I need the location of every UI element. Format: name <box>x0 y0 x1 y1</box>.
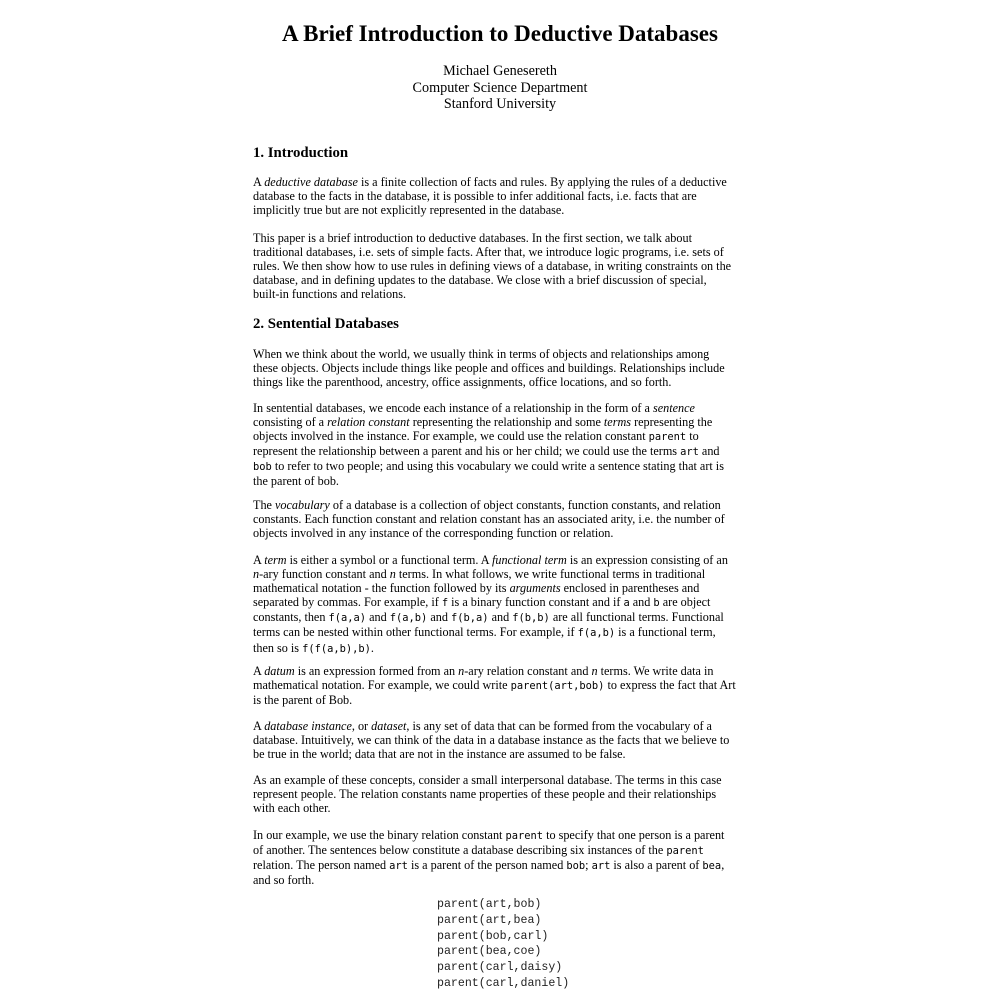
emphasis-term: vocabulary <box>275 498 330 512</box>
paragraph <box>253 347 748 389</box>
text-line: and so forth. <box>253 873 315 888</box>
paragraph <box>253 719 748 761</box>
inline-code: bob <box>566 860 586 873</box>
text-line: objects involved in any instance of the corresponding function or relation. <box>253 526 614 541</box>
text-line: rules. We then show how to use rules in defining views of a database, in writing constraints on the <box>253 259 732 274</box>
inline-code: art <box>680 446 699 459</box>
author-university: Stanford University <box>443 96 557 112</box>
inline-code: f(f(a,b),b) <box>302 642 371 655</box>
text-line: implicitly true but are not explicitly represented in the database. <box>253 203 565 218</box>
fact-list <box>437 897 569 992</box>
paragraph <box>253 773 748 815</box>
paragraph <box>253 828 748 887</box>
emphasis-term: relation constant <box>327 415 410 430</box>
inline-code: f(a,a) <box>328 612 367 625</box>
emphasis-term: deductive database <box>264 175 358 189</box>
text-line: then so is f(f(a,b),b). <box>253 640 374 655</box>
emphasis-term: n <box>253 567 260 582</box>
text-line: represent people. The relation constants name properties of these people and their relationships <box>253 787 717 802</box>
text-line: database, and in defining updates to the database. We close with a brief discussion of special, <box>253 273 707 288</box>
text-line: A term is either a symbol or a functional term. A functional term is an expression consisting of an <box>253 553 728 567</box>
text-line: these objects. Objects include things like people and offices and buildings. Relationships include <box>253 361 725 376</box>
inline-code: a <box>623 597 630 610</box>
inline-code: parent <box>666 845 704 858</box>
fact-line: parent(bob,carl) <box>437 929 549 943</box>
text-line: database. Intuitively, we can think of the data in a database instance as the facts that we believe to <box>253 733 730 748</box>
section-heading-sentential-databases: 2. Sentential Databases <box>253 316 399 332</box>
text-line: constants, then f(a,a) and f(a,b) and f(b,a) and f(b,b) are all functional terms. Functional <box>253 610 724 625</box>
text-line: consisting of a relation constant representing the relationship and some terms representing the <box>253 415 713 430</box>
inline-code: art <box>389 860 408 873</box>
text-line: When we think about the world, we usually think in terms of objects and relationships among <box>253 347 710 361</box>
inline-code: f(b,a) <box>450 612 489 625</box>
paragraph <box>253 175 748 217</box>
text-line: In our example, we use the binary relation constant parent to specify that one person is a parent <box>253 828 725 842</box>
text-line: built-in functions and relations. <box>253 287 406 302</box>
emphasis-term: arguments <box>509 581 561 596</box>
inline-code: bob <box>253 461 272 474</box>
inline-code: f(a,b) <box>389 612 428 625</box>
section-heading-introduction: 1. Introduction <box>253 145 349 161</box>
text-line: mathematical notation. For example, we could write parent(art,bob) to express the fact that Art <box>253 678 736 693</box>
fact-line: parent(carl,daniel) <box>437 976 570 990</box>
inline-code: f(b,b) <box>512 612 550 625</box>
inline-code: bea <box>702 860 722 873</box>
author-department: Computer Science Department <box>412 79 588 96</box>
text-line: terms can be nested within other functional terms. For example, if f(a,b) is a functional term, <box>253 625 716 640</box>
text-line: n-ary function constant and n terms. In what follows, we write functional terms in traditional <box>253 567 706 582</box>
inline-code: art <box>591 860 611 873</box>
fact-line: parent(art,bob) <box>437 898 542 911</box>
text-line: traditional databases, i.e. sets of simple facts. After that, we introduce logic programs, i.e. sets of <box>253 245 724 260</box>
inline-code: f <box>441 597 449 610</box>
text-line: be true in the world; data that are not in the instance are assumed to be false. <box>253 747 626 762</box>
inline-code: f(a,b) <box>577 627 616 640</box>
emphasis-term: database instance <box>264 719 352 733</box>
text-line: constants. Each function constant and relation constant has an associated arity, i.e. the number of <box>253 512 725 527</box>
text-line: As an example of these concepts, consider a small interpersonal database. The terms in this case <box>253 773 722 787</box>
text-line: mathematical notation - the function followed by its arguments enclosed in parentheses and <box>253 581 700 596</box>
text-line: relation. The person named art is a parent of the person named bob; art is also a parent of bea, <box>253 858 725 873</box>
paragraph <box>253 498 748 540</box>
emphasis-term: n <box>458 664 465 678</box>
emphasis-term: n <box>389 567 396 582</box>
text-line: A deductive database is a finite collection of facts and rules. By applying the rules of a deductive <box>253 175 727 189</box>
inline-code: parent <box>648 431 687 444</box>
text-line: is the parent of Bob. <box>253 693 353 708</box>
text-line: of another. The sentences below constitute a database describing six instances of the parent <box>253 843 704 858</box>
text-line: A datum is an expression formed from an n-ary relation constant and n terms. We write data in <box>253 664 714 678</box>
paragraph <box>253 231 748 301</box>
inline-code: parent <box>505 830 544 842</box>
paragraph <box>253 401 748 489</box>
emphasis-term: terms <box>603 415 632 430</box>
page-title: A Brief Introduction to Deductive Databases <box>282 21 718 46</box>
emphasis-term: dataset <box>371 719 407 733</box>
fact-line: parent(bea,coe) <box>437 945 542 959</box>
text-line: with each other. <box>253 801 331 816</box>
fact-line: parent(art,bea) <box>437 913 542 927</box>
inline-code: parent(art,bob) <box>510 680 605 693</box>
text-line: bob to refer to two people; and using this vocabulary we could write a sentence stating that art is <box>253 459 724 474</box>
text-line: This paper is a brief introduction to deductive databases. In the first section, we talk about <box>253 231 692 245</box>
emphasis-term: datum <box>264 664 295 678</box>
text-line: database to the facts in the database, it is possible to infer additional facts, i.e. facts that are <box>253 189 697 204</box>
emphasis-term: sentence <box>653 401 695 415</box>
author-block <box>0 63 1000 113</box>
text-line: things like the parenthood, ancestry, office assignments, office locations, and so forth. <box>253 375 672 390</box>
text-line: objects involved in the instance. For example, we could use the relation constant parent to <box>253 429 699 444</box>
text-line: The vocabulary of a database is a collection of object constants, function constants, and relation <box>253 498 721 512</box>
author-name: Michael Genesereth <box>443 63 557 79</box>
inline-code: b <box>653 597 660 610</box>
paragraph <box>253 664 748 707</box>
emphasis-term: functional term <box>491 553 567 567</box>
emphasis-term: term <box>264 553 287 567</box>
text-line: A database instance, or dataset, is any set of data that can be formed from the vocabulary of a <box>253 719 712 733</box>
text-line: represent the relationship between a parent and his or her child; we could use the terms art and <box>253 444 720 459</box>
text-line: In sentential databases, we encode each instance of a relationship in the form of a sentence <box>253 401 695 415</box>
text-line: the parent of bob. <box>253 474 339 489</box>
emphasis-term: n <box>591 664 598 678</box>
paragraph <box>253 553 748 656</box>
fact-line: parent(carl,daisy) <box>437 961 563 975</box>
text-line: separated by commas. For example, if f is a binary function constant and if a and b are object <box>253 595 711 610</box>
